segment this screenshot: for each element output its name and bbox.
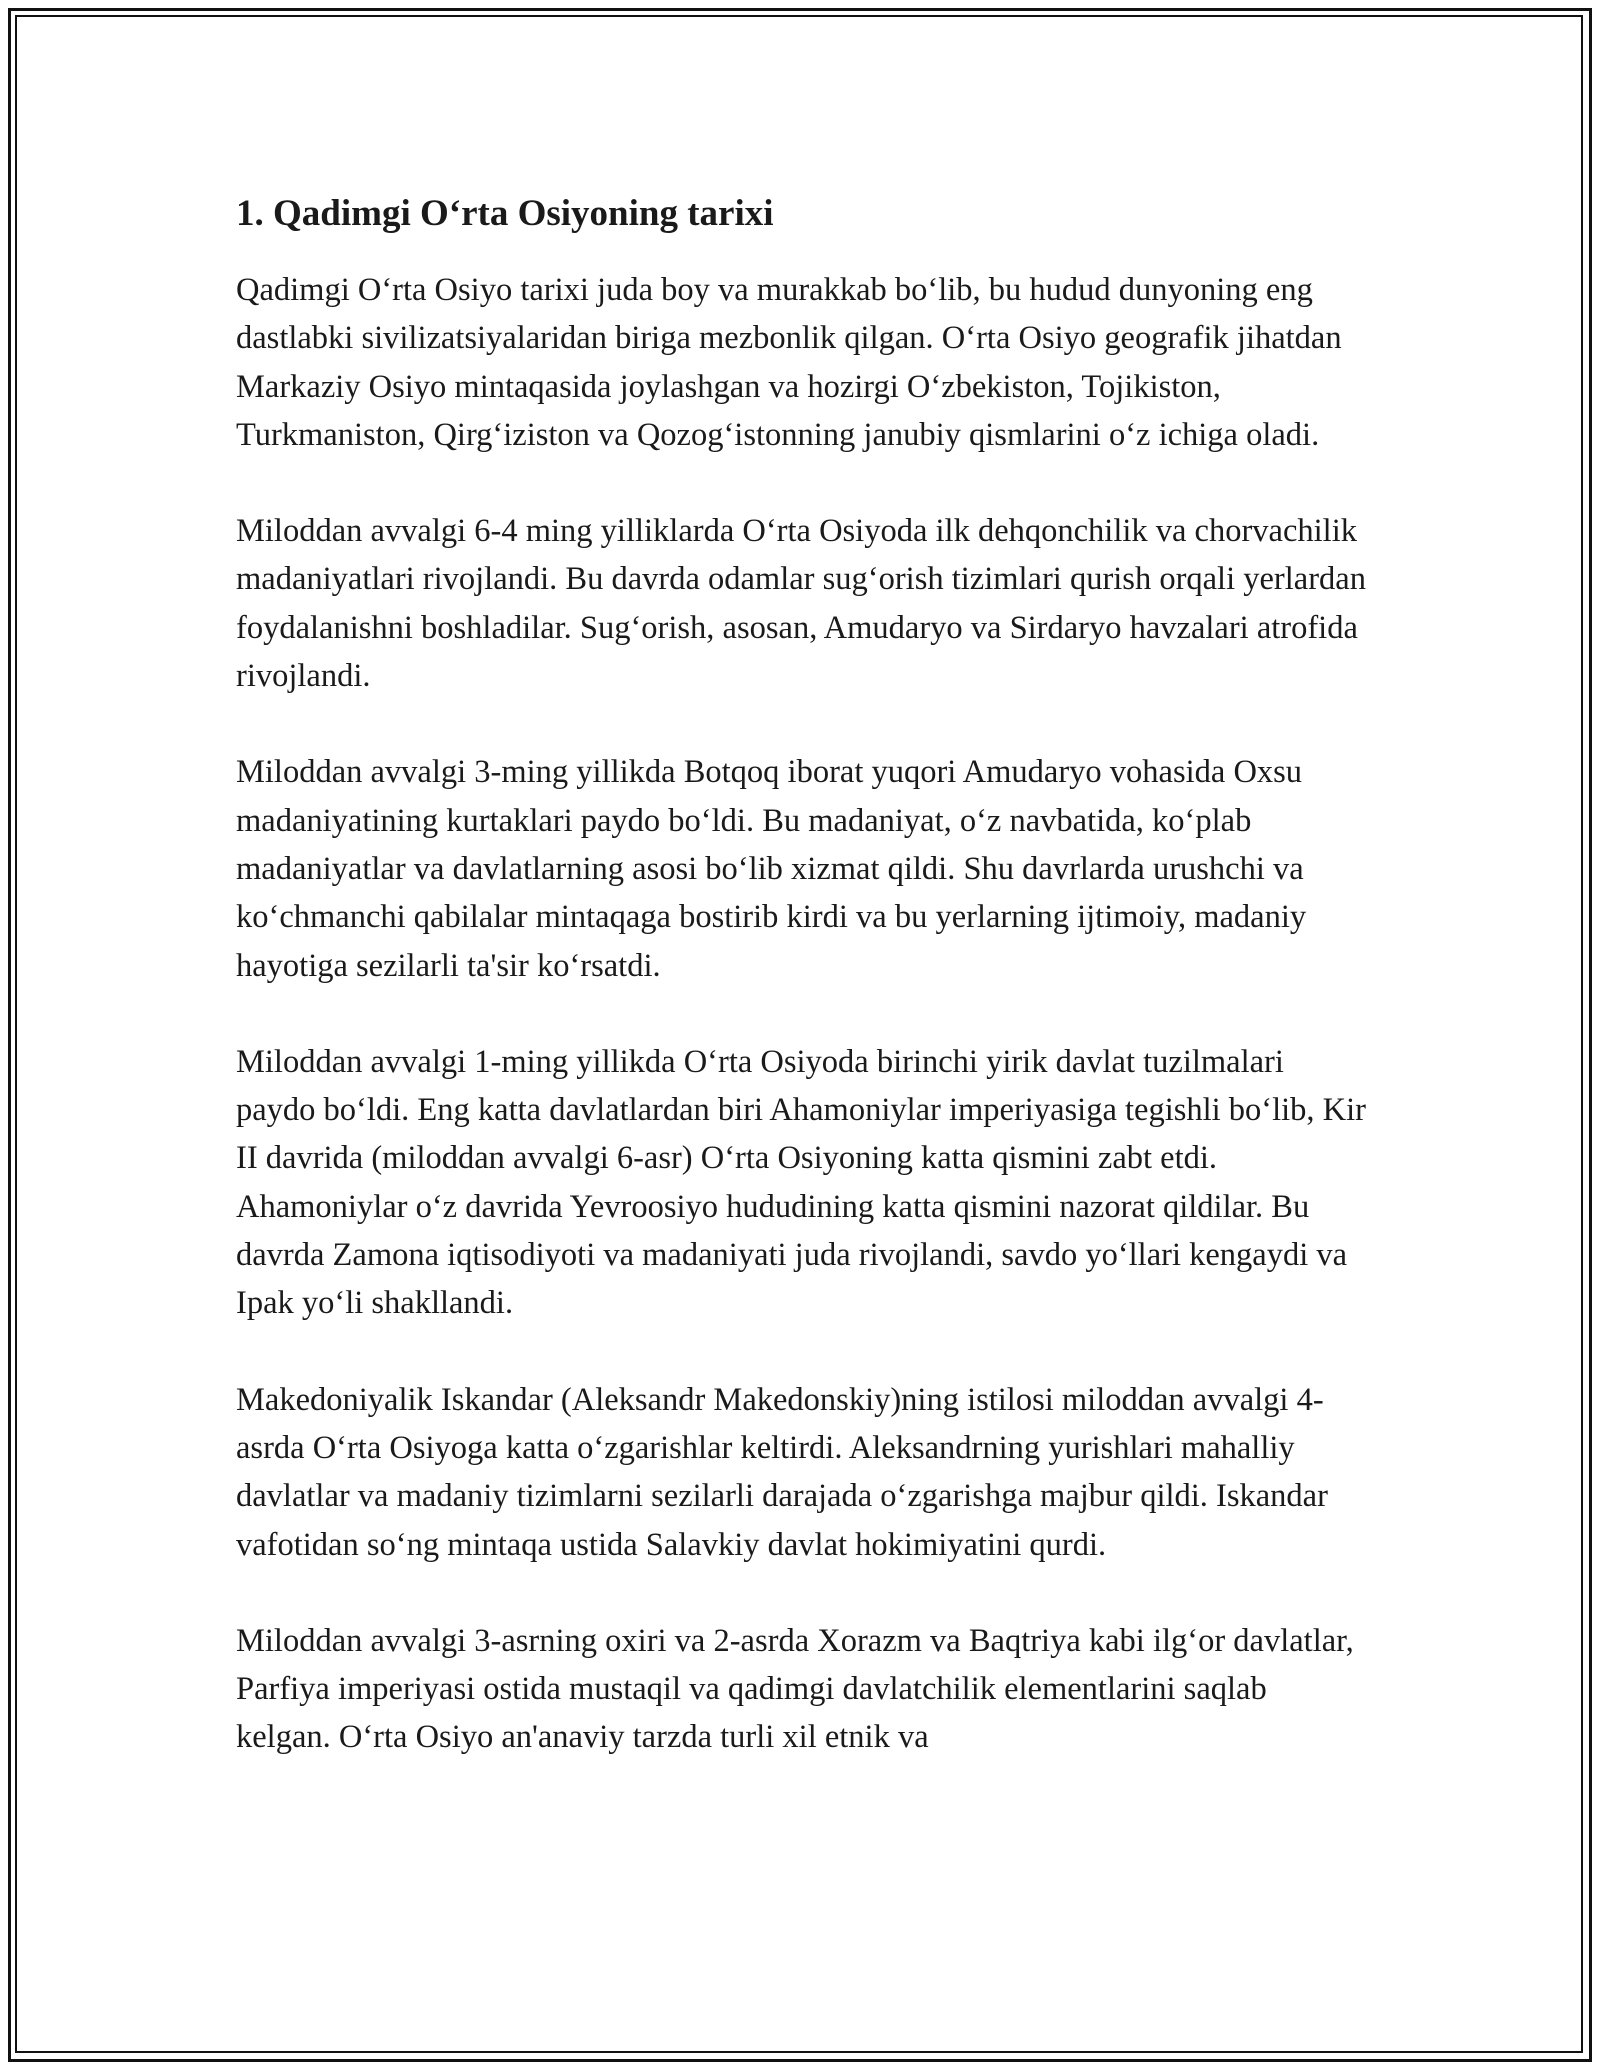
paragraph-agriculture: Miloddan avvalgi 6-4 ming yilliklarda O‘rta Osiyoda ilk dehqonchilik va chorvachilik madaniyatlari rivojlandi. Bu davrda odamlar sug‘orish tizimlari qurish orqali yerlardan foydalanishni boshladilar. Sug‘orish, asosan, Amudaryo va Sirdaryo havzalari atrofida rivojlandi. [236,513,1366,695]
section-heading: 1. Qadimgi O‘rta Osiyoning tarixi [236,193,774,234]
paragraph-khorezm-bactria: Miloddan avvalgi 3-asrning oxiri va 2-asrda Xorazm va Baqtriya kabi ilg‘or davlatlar, Parfiya imperiyasi ostida mustaqil va qadimgi davlatchilik elementlarini saqlab kelgan. O‘rta Osiyo an'anaviy tarzda turli xil etnik va [236,1622,1354,1756]
paragraph-intro: Qadimgi O‘rta Osiyo tarixi juda boy va murakkab bo‘lib, bu hudud dunyoning eng dastlabki sivilizatsiyalaridan biriga mezbonlik qilgan. O‘rta Osiyo geografik jihatdan Markaziy Osiyo mintaqasida joylashgan va hozirgi O‘zbekiston, Tojikiston, Turkmaniston, Qirg‘iziston va Qozog‘istonning janubiy qismlarini o‘z ichiga oladi. [236,272,1342,453]
document-body [236,184,1366,1810]
paragraph-oxus-culture: Miloddan avvalgi 3-ming yillikda Botqoq iborat yuqori Amudaryo vohasida Oxsu madaniyatining kurtaklari paydo bo‘ldi. Bu madaniyat, o‘z navbatida, ko‘plab madaniyatlar va davlatlarning asosi bo‘lib xizmat qildi. Shu davrlarda urushchi va ko‘chmanchi qabilalar mintaqaga bostirib kirdi va bu yerlarning ijtimoiy, madaniy hayotiga sezilarli ta'sir ko‘rsatdi. [236,754,1307,984]
paragraph-achaemenids: Miloddan avvalgi 1-ming yillikda O‘rta Osiyoda birinchi yirik davlat tuzilmalari paydo bo‘ldi. Eng katta davlatlardan biri Ahamoniylar imperiyasiga tegishli bo‘lib, Kir II davrida (miloddan avvalgi 6-asr) O‘rta Osiyoning katta qismini zabt etdi. Ahamoniylar o‘z davrida Yevroosiyo hududining katta qismini nazorat qildilar. Bu davrda Zamona iqtisodiyoti va madaniyati juda rivojlandi, savdo yo‘llari kengaydi va Ipak yo‘li shakllandi. [236,1043,1367,1322]
paragraph-alexander: Makedoniyalik Iskandar (Aleksandr Makedonskiy)ning istilosi miloddan avvalgi 4-asrda O‘rta Osiyoga katta o‘zgarishlar keltirdi. Aleksandrning yurishlari mahalliy davlatlar va madaniy tizimlarni sezilarli darajada o‘zgarishga majbur qildi. Iskandar vafotidan so‘ng mintaqa ustida Salavkiy davlat hokimiyatini qurdi. [236,1381,1328,1563]
